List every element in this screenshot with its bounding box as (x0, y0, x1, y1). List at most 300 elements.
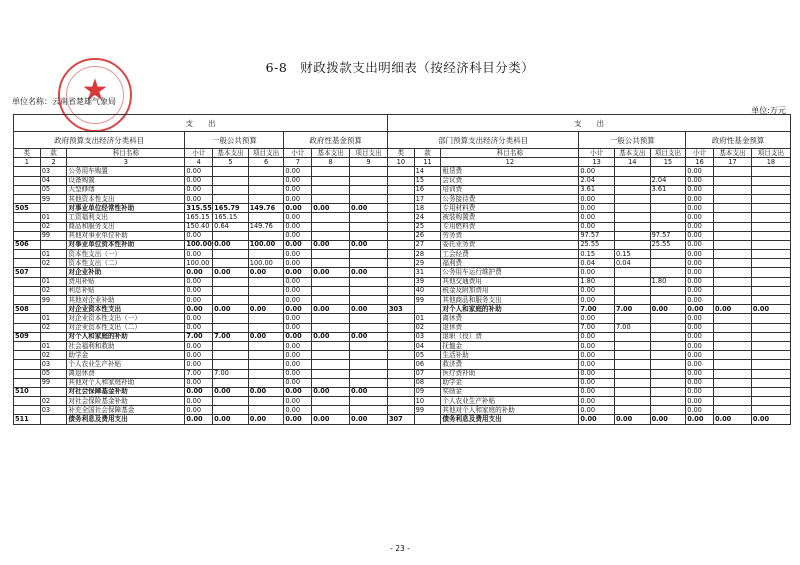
right-fund-subtotal-cell: 0.00 (686, 369, 714, 378)
right-kuan-cell: 10 (414, 397, 441, 406)
left-fund-project-cell (350, 397, 388, 406)
right-kuan-cell: 17 (414, 194, 441, 203)
right-project-cell: 2.04 (650, 176, 686, 185)
right-fund-basic-cell (714, 397, 752, 406)
right-fund-subtotal-cell: 0.00 (686, 296, 714, 305)
right-lei-cell (387, 296, 414, 305)
right-subtotal-cell: 0.15 (579, 250, 615, 259)
left-basic-cell: 7.00 (213, 332, 249, 341)
header-left-general-budget: 一般公共预算 (185, 132, 284, 149)
right-kuan-cell: 39 (414, 277, 441, 286)
left-basic-cell (213, 351, 249, 360)
right-fund-project-cell (751, 369, 790, 378)
left-fund-basic-cell (312, 167, 350, 176)
header-right-class: 部门预算支出经济分类科目 (387, 132, 578, 149)
table-row (14, 259, 791, 268)
left-fund-basic-cell (312, 360, 350, 369)
right-fund-project-cell (751, 387, 790, 396)
column-number-cell: 6 (248, 158, 284, 167)
left-project-cell (248, 176, 284, 185)
right-fund-basic-cell (714, 332, 752, 341)
left-fund-basic-cell (312, 259, 350, 268)
table-row (14, 268, 791, 277)
right-fund-project-cell (751, 360, 790, 369)
left-subtotal-cell: 0.00 (185, 185, 213, 194)
header-right-general-budget: 一般公共预算 (579, 132, 686, 149)
left-lei-cell (14, 213, 41, 222)
left-project-cell (248, 194, 284, 203)
unit-name-label: 单位名称：云南省楚雄气象局 (12, 97, 116, 106)
right-lei-cell (387, 369, 414, 378)
right-item-name-cell: 助学金 (441, 378, 579, 387)
right-subtotal-cell: 25.55 (579, 240, 615, 249)
left-subtotal-cell: 0.00 (185, 360, 213, 369)
right-kuan-cell: 24 (414, 213, 441, 222)
right-basic-cell (614, 213, 650, 222)
left-lei-cell: 509 (14, 332, 41, 341)
right-kuan-cell: 99 (414, 296, 441, 305)
right-lei-cell (387, 277, 414, 286)
left-lei-cell (14, 167, 41, 176)
left-fund-basic-cell (312, 222, 350, 231)
right-fund-project-cell (751, 277, 790, 286)
right-fund-project-cell (751, 222, 790, 231)
left-fund-project-cell (350, 378, 388, 387)
left-fund-project-cell (350, 176, 388, 185)
left-item-name-cell: 对企业资本性支出（一） (67, 314, 185, 323)
left-fund-basic-cell (312, 194, 350, 203)
right-project-cell (650, 378, 686, 387)
right-lei-cell (387, 351, 414, 360)
left-kuan-cell (40, 240, 67, 249)
right-item-name-cell: 工会经费 (441, 250, 579, 259)
left-project-cell: 0.00 (248, 305, 284, 314)
right-kuan-cell: 02 (414, 323, 441, 332)
page-title: 6-8 财政拨款支出明细表（按经济科目分类） (265, 60, 535, 75)
left-fund-subtotal-cell: 0.00 (284, 332, 312, 341)
left-basic-cell: 0.00 (213, 305, 249, 314)
left-fund-project-cell: 0.00 (350, 415, 388, 424)
right-kuan-cell: 09 (414, 387, 441, 396)
left-fund-project-cell (350, 250, 388, 259)
right-lei-cell (387, 167, 414, 176)
right-subtotal-cell: 0.00 (579, 213, 615, 222)
left-fund-subtotal-cell: 0.00 (284, 213, 312, 222)
right-project-cell (650, 286, 686, 295)
left-fund-basic-cell (312, 185, 350, 194)
table-row (14, 250, 791, 259)
right-lei-cell (387, 286, 414, 295)
right-item-name-cell: 专用燃料费 (441, 222, 579, 231)
left-lei-cell: 505 (14, 204, 41, 213)
left-item-name-cell: 对社会保险基金补助 (67, 397, 185, 406)
right-project-cell (650, 250, 686, 259)
right-item-name-cell: 委托业务费 (441, 240, 579, 249)
left-subtotal-cell: 0.00 (185, 397, 213, 406)
right-kuan-cell (414, 305, 441, 314)
right-lei-cell (387, 222, 414, 231)
right-item-name-cell: 被装购置费 (441, 213, 579, 222)
right-subtotal-cell: 0.00 (579, 204, 615, 213)
left-basic-cell: 0.00 (213, 415, 249, 424)
left-subtotal-cell: 0.00 (185, 231, 213, 240)
right-fund-subtotal-cell: 0.00 (686, 176, 714, 185)
left-fund-project-cell: 0.00 (350, 268, 388, 277)
right-subtotal-cell: 0.00 (579, 378, 615, 387)
left-lei-cell: 511 (14, 415, 41, 424)
right-project-cell: 3.61 (650, 185, 686, 194)
table-row (14, 332, 791, 341)
column-number-cell: 13 (579, 158, 615, 167)
right-fund-project-cell (751, 314, 790, 323)
header-right-group: 支 出 (387, 115, 790, 132)
left-basic-cell (213, 286, 249, 295)
right-subtotal-cell: 1.80 (579, 277, 615, 286)
column-number-cell: 15 (650, 158, 686, 167)
right-project-cell: 1.80 (650, 277, 686, 286)
column-number-cell: 14 (614, 158, 650, 167)
right-subtotal-cell: 0.00 (579, 341, 615, 350)
right-basic-cell (614, 176, 650, 185)
table-row (14, 341, 791, 350)
right-item-name-cell: 公务用车运行维护费 (441, 268, 579, 277)
right-item-name-cell: 退职（役）费 (441, 332, 579, 341)
left-subtotal-cell: 0.00 (185, 250, 213, 259)
table-row (14, 369, 791, 378)
right-fund-project-cell (751, 250, 790, 259)
right-item-name-cell: 其他商品和服务支出 (441, 296, 579, 305)
right-basic-cell (614, 387, 650, 396)
left-kuan-cell: 01 (40, 314, 67, 323)
right-subtotal-cell: 2.04 (579, 176, 615, 185)
right-fund-subtotal-cell: 0.00 (686, 323, 714, 332)
right-lei-cell (387, 360, 414, 369)
right-kuan-cell: 31 (414, 268, 441, 277)
header-right-fund-budget: 政府性基金预算 (686, 132, 791, 149)
page-number: - 23 - (390, 544, 410, 553)
left-project-cell (248, 296, 284, 305)
table-row (14, 240, 791, 249)
left-fund-subtotal-cell: 0.00 (284, 259, 312, 268)
left-fund-basic-cell (312, 286, 350, 295)
right-subtotal-cell: 0.00 (579, 314, 615, 323)
right-item-name-cell: 离休费 (441, 314, 579, 323)
right-basic-cell: 0.00 (614, 415, 650, 424)
left-fund-basic-cell (312, 369, 350, 378)
seal-star-icon: ★ (81, 73, 109, 108)
left-subtotal-cell: 0.00 (185, 323, 213, 332)
left-project-cell (248, 167, 284, 176)
left-subtotal-cell: 0.00 (185, 341, 213, 350)
table-row (14, 314, 791, 323)
left-lei-cell (14, 323, 41, 332)
right-project-cell (650, 167, 686, 176)
left-fund-subtotal-cell: 0.00 (284, 204, 312, 213)
right-subtotal-cell: 0.04 (579, 259, 615, 268)
right-fund-project-cell (751, 286, 790, 295)
left-fund-project-cell (350, 231, 388, 240)
right-fund-subtotal-cell: 0.00 (686, 277, 714, 286)
left-basic-cell (213, 314, 249, 323)
column-number-cell: 3 (67, 158, 185, 167)
right-fund-project-cell (751, 231, 790, 240)
right-subtotal-cell: 7.00 (579, 305, 615, 314)
left-fund-subtotal-cell: 0.00 (284, 194, 312, 203)
right-fund-subtotal-cell: 0.00 (686, 194, 714, 203)
right-fund-project-cell (751, 378, 790, 387)
right-project-cell (650, 323, 686, 332)
table-row (14, 415, 791, 424)
right-basic-cell (614, 185, 650, 194)
right-basic-cell: 0.04 (614, 259, 650, 268)
table-row (14, 185, 791, 194)
left-subtotal-cell: 100.00 (186, 240, 212, 249)
right-fund-subtotal-cell: 0.00 (686, 185, 714, 194)
right-kuan-cell: 40 (414, 286, 441, 295)
left-item-name-cell: 对企业资本性支出（二） (67, 323, 185, 332)
left-fund-project-cell (350, 259, 388, 268)
left-lei-cell (14, 314, 41, 323)
left-item-name-cell: 利息补贴 (67, 286, 185, 295)
left-subtotal-cell: 0.00 (185, 387, 213, 396)
left-project-cell (248, 397, 284, 406)
right-basic-cell (614, 397, 650, 406)
left-basic-cell: 165.79 (213, 204, 249, 213)
right-item-name-cell: 其他交通费用 (441, 277, 579, 286)
right-project-cell (650, 213, 686, 222)
right-lei-cell (387, 314, 414, 323)
right-fund-basic-cell (714, 222, 752, 231)
right-basic-cell: 7.00 (614, 305, 650, 314)
right-project-cell (650, 268, 686, 277)
left-fund-basic-cell (312, 277, 350, 286)
left-fund-subtotal-cell: 0.00 (284, 378, 312, 387)
right-fund-subtotal-cell: 0.00 (686, 305, 714, 314)
left-lei-cell (14, 369, 41, 378)
left-kuan-cell (40, 305, 67, 314)
right-basic-cell (614, 286, 650, 295)
header-project: 项目支出 (248, 149, 284, 158)
left-fund-project-cell (350, 286, 388, 295)
left-project-cell: 100.00 (248, 259, 284, 268)
right-kuan-cell: 25 (414, 222, 441, 231)
right-subtotal-cell: 0.00 (579, 296, 615, 305)
table-row (14, 397, 791, 406)
left-fund-basic-cell: 0.00 (312, 240, 350, 249)
left-kuan-cell: 99 (40, 231, 67, 240)
left-basic-cell: 0.64 (213, 222, 249, 231)
left-lei-cell (14, 176, 41, 185)
right-lei-cell (387, 323, 414, 332)
right-item-name-cell: 奖励金 (441, 387, 579, 396)
left-project-cell (248, 250, 284, 259)
right-fund-basic-cell (714, 341, 752, 350)
right-project-cell (650, 341, 686, 350)
right-project-cell (650, 296, 686, 305)
left-fund-basic-cell (312, 296, 350, 305)
right-fund-basic-cell (714, 240, 752, 249)
left-project-cell: 0.00 (248, 387, 284, 396)
left-project-cell (248, 323, 284, 332)
left-item-name-cell: 社会福利和救助 (67, 341, 185, 350)
right-fund-basic-cell (714, 250, 752, 259)
left-lei-cell (14, 231, 41, 240)
left-lei-cell (14, 259, 41, 268)
left-project-cell (248, 360, 284, 369)
right-lei-cell (387, 250, 414, 259)
left-basic-cell: 0.00 (213, 240, 249, 249)
right-subtotal-cell: 0.00 (579, 167, 615, 176)
right-fund-subtotal-cell: 0.00 (686, 314, 714, 323)
right-fund-subtotal-cell: 0.00 (686, 250, 714, 259)
header-lei: 类 (387, 149, 414, 158)
table-row (14, 167, 791, 176)
header-basic: 基本支出 (213, 149, 249, 158)
left-basic-cell (213, 296, 249, 305)
left-item-name-cell: 设备购置 (67, 176, 185, 185)
table-row (14, 213, 791, 222)
right-fund-subtotal-cell: 0.00 (686, 167, 714, 176)
left-item-name-cell: 对事业单位资本性补助 (67, 240, 185, 249)
left-project-cell: 100.00 (248, 240, 284, 249)
right-fund-project-cell (751, 213, 790, 222)
left-lei-cell (14, 341, 41, 350)
left-project-cell (248, 277, 284, 286)
right-fund-basic-cell (714, 277, 752, 286)
right-project-cell (650, 387, 686, 396)
right-lei-cell (387, 406, 414, 415)
right-item-name-cell: 培训费 (441, 185, 579, 194)
left-kuan-cell (40, 387, 67, 396)
left-fund-basic-cell: 0.00 (312, 387, 350, 396)
column-number-cell: 1 (14, 158, 41, 167)
right-lei-cell (387, 259, 414, 268)
left-fund-subtotal-cell: 0.00 (284, 323, 312, 332)
left-project-cell: 0.00 (248, 268, 284, 277)
column-number-cell: 16 (686, 158, 714, 167)
left-kuan-cell: 02 (40, 259, 67, 268)
table-row (14, 277, 791, 286)
right-fund-basic-cell (714, 323, 752, 332)
left-kuan-cell: 02 (40, 323, 67, 332)
right-project-cell (650, 406, 686, 415)
left-lei-cell (14, 378, 41, 387)
left-fund-basic-cell (312, 341, 350, 350)
left-kuan-cell: 02 (40, 222, 67, 231)
left-lei-cell: 508 (14, 305, 41, 314)
left-project-cell: 0.00 (248, 415, 284, 424)
left-fund-project-cell (350, 351, 388, 360)
column-number-cell: 12 (441, 158, 579, 167)
table-row (14, 378, 791, 387)
right-kuan-cell: 15 (414, 176, 441, 185)
right-project-cell (650, 360, 686, 369)
column-number-cell: 18 (751, 158, 790, 167)
column-number-cell: 17 (714, 158, 752, 167)
right-basic-cell (614, 369, 650, 378)
column-number-cell: 10 (387, 158, 414, 167)
header-basic: 基本支出 (614, 149, 650, 158)
left-lei-cell (14, 397, 41, 406)
left-subtotal-cell: 0.00 (185, 167, 213, 176)
column-number-cell: 7 (284, 158, 312, 167)
left-fund-basic-cell (312, 397, 350, 406)
right-subtotal-cell: 0.00 (579, 194, 615, 203)
left-subtotal-cell: 150.40 (185, 222, 213, 231)
header-project: 项目支出 (350, 149, 388, 158)
right-item-name-cell: 债务利息及费用支出 (441, 415, 579, 424)
left-kuan-cell (40, 332, 67, 341)
right-fund-basic-cell (714, 268, 752, 277)
left-fund-project-cell (350, 194, 388, 203)
right-lei-cell (387, 332, 414, 341)
left-project-cell (248, 378, 284, 387)
right-basic-cell (614, 351, 650, 360)
right-fund-basic-cell: 0.00 (714, 305, 752, 314)
left-fund-project-cell: 0.00 (350, 240, 388, 249)
left-subtotal-cell: 0.00 (185, 314, 213, 323)
left-fund-subtotal-cell: 0.00 (284, 231, 312, 240)
table-row (14, 231, 791, 240)
right-fund-subtotal-cell: 0.00 (686, 286, 714, 295)
left-fund-basic-cell: 0.00 (312, 415, 350, 424)
right-fund-subtotal-cell: 0.00 (686, 387, 714, 396)
right-project-cell (650, 194, 686, 203)
left-subtotal-cell: 7.00 (185, 332, 213, 341)
right-fund-subtotal-cell: 0.00 (686, 406, 714, 415)
left-item-name-cell: 资本性支出（二） (67, 259, 185, 268)
header-subtotal: 小计 (284, 149, 312, 158)
right-fund-subtotal-cell: 0.00 (686, 360, 714, 369)
left-item-name-cell: 商品和服务支出 (67, 222, 185, 231)
left-basic-cell (213, 231, 249, 240)
right-fund-project-cell (751, 259, 790, 268)
right-basic-cell (614, 194, 650, 203)
right-fund-project-cell: 0.00 (751, 305, 790, 314)
left-fund-basic-cell: 0.00 (312, 305, 350, 314)
left-kuan-cell: 99 (40, 378, 67, 387)
left-subtotal-cell: 0.00 (185, 351, 213, 360)
right-basic-cell (614, 332, 650, 341)
left-item-name-cell: 费用补贴 (67, 277, 185, 286)
header-left-group: 支 出 (14, 115, 388, 132)
column-number-cell: 5 (213, 158, 249, 167)
right-item-name-cell: 税金及附加费用 (441, 286, 579, 295)
left-subtotal-cell: 0.00 (185, 296, 213, 305)
column-number-cell: 2 (40, 158, 67, 167)
left-project-cell (248, 231, 284, 240)
right-fund-basic-cell (714, 360, 752, 369)
right-fund-project-cell (751, 323, 790, 332)
right-item-name-cell: 租赁费 (441, 167, 579, 176)
right-subtotal-cell: 0.00 (579, 406, 615, 415)
left-item-name-cell: 对社会保障基金补助 (67, 387, 185, 396)
right-fund-subtotal-cell: 0.00 (686, 213, 714, 222)
right-fund-subtotal-cell: 0.00 (686, 397, 714, 406)
left-kuan-cell: 02 (40, 351, 67, 360)
right-basic-cell (614, 378, 650, 387)
left-basic-cell: 165.15 (213, 213, 249, 222)
right-lei-cell: 303 (387, 305, 414, 314)
left-subtotal-cell: 0.00 (185, 286, 213, 295)
right-lei-cell (387, 268, 414, 277)
right-subtotal-cell: 0.00 (579, 415, 615, 424)
right-fund-project-cell (751, 185, 790, 194)
column-number-cell: 11 (414, 158, 441, 167)
left-fund-project-cell (350, 277, 388, 286)
left-fund-project-cell (350, 222, 388, 231)
right-fund-project-cell (751, 406, 790, 415)
